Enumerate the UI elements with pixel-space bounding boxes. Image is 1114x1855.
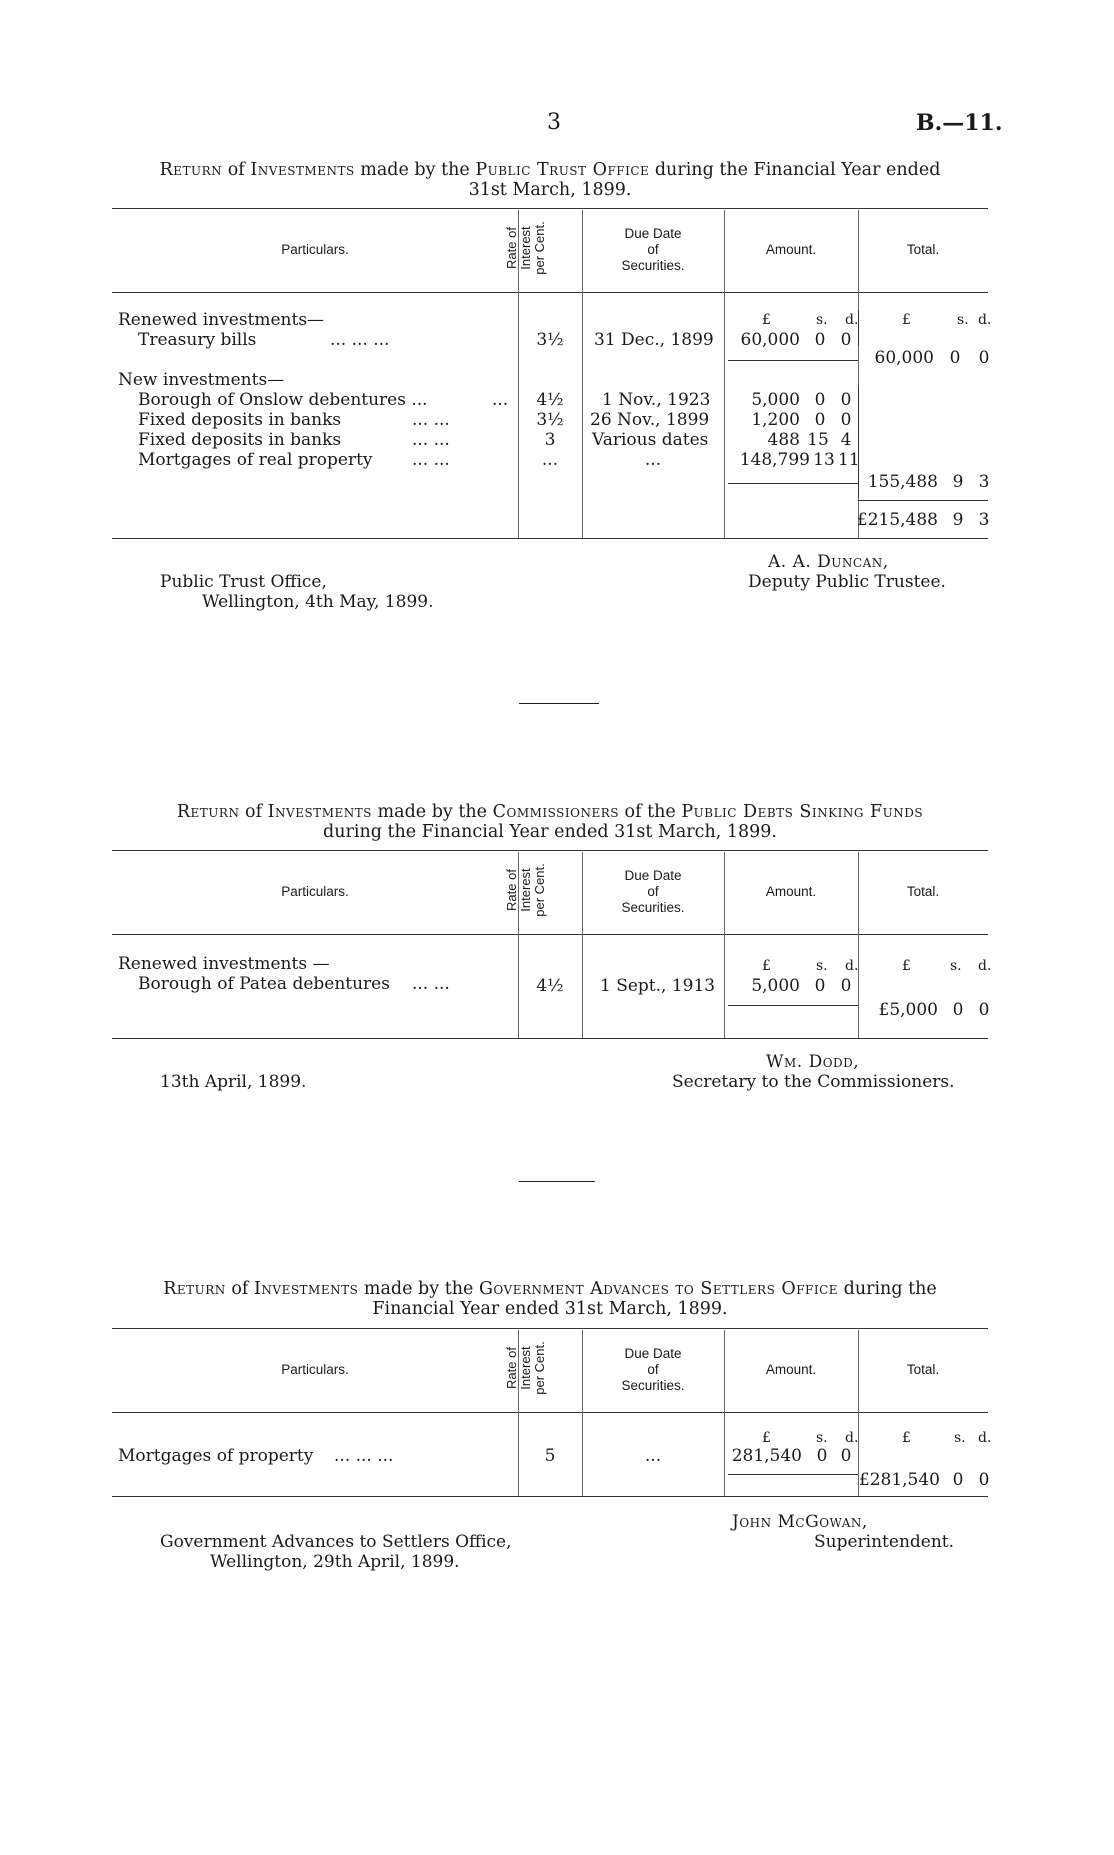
pence-label: d.	[978, 1430, 992, 1446]
header-total: Total.	[906, 1362, 940, 1377]
amount-pounds: 488	[767, 430, 800, 450]
pound-label: £	[902, 1430, 911, 1446]
leader-dots: ... ... ...	[330, 330, 390, 350]
grand-total-rule	[858, 500, 988, 501]
section2-title: Return of Investments made by the Commissioners of the Public Debts Sinking Funds during the Financial Year ended 31st March, 1899.	[176, 802, 924, 842]
table2-col-divider	[858, 852, 859, 1038]
row-label: Treasury bills	[138, 330, 257, 350]
header-particulars: Particulars.	[281, 884, 349, 899]
amount-pence: 0	[840, 330, 852, 350]
amount-pence: 11	[838, 450, 860, 470]
amount-shillings: 0	[814, 330, 826, 350]
pound-label: £	[762, 312, 771, 328]
amount-shillings: 0	[816, 1446, 828, 1466]
group-heading: New investments—	[118, 370, 285, 390]
row-due-date: 31 Dec., 1899	[594, 330, 714, 350]
amount-shillings: 15	[807, 430, 829, 450]
row-rate: 4½	[536, 390, 564, 410]
row-due-date: 26 Nov., 1899	[590, 410, 710, 430]
pence-label: d.	[978, 312, 992, 328]
row-label: Borough of Patea debentures	[138, 974, 390, 994]
signer-name: A. A. Duncan,	[768, 552, 889, 572]
shilling-label: s.	[954, 1430, 966, 1446]
leader-dots: ...	[492, 390, 509, 410]
row-due-date: 1 Nov., 1923	[602, 390, 711, 410]
signer-title: Superintendent.	[814, 1532, 955, 1552]
leader-dots: ... ... ...	[334, 1446, 394, 1466]
subtotal-rule	[728, 360, 858, 361]
row-rate: 4½	[536, 976, 564, 996]
header-amount: Amount.	[765, 1362, 817, 1377]
grand-total-shillings: 9	[952, 510, 964, 530]
pound-label: £	[762, 1430, 771, 1446]
section1-title: Return of Investments made by the Public Trust Office during the Financial Year ended 31st March, 1899.	[159, 160, 941, 200]
amount-pounds: 1,200	[751, 410, 800, 430]
header-particulars: Particulars.	[281, 1362, 349, 1377]
page-number: 3	[547, 110, 561, 135]
header-rate: Rate of Interest per Cent.	[504, 1341, 547, 1395]
total-pounds: £281,540	[858, 1470, 940, 1490]
pence-label: d.	[845, 312, 859, 328]
row-label: Mortgages of real property	[138, 450, 373, 470]
shilling-label: s.	[957, 312, 969, 328]
row-label: Fixed deposits in banks	[138, 410, 342, 430]
row-label: Borough of Onslow debentures ...	[138, 390, 428, 410]
total-shillings: 9	[952, 472, 964, 492]
header-total: Total.	[906, 242, 940, 257]
signer-name: Wm. Dodd,	[766, 1052, 860, 1072]
subtotal-rule	[728, 1474, 858, 1475]
table3-col-divider	[724, 1330, 725, 1496]
place-date: Wellington, 4th May, 1899.	[202, 592, 434, 612]
header-rate: Rate of Interest per Cent.	[504, 863, 547, 917]
pound-label: £	[902, 958, 911, 974]
total-shillings: 0	[952, 1000, 964, 1020]
amount-shillings: 0	[814, 976, 826, 996]
subtotal-rule	[728, 483, 858, 484]
signer-name: John McGowan,	[732, 1512, 868, 1532]
grand-total-pounds: £215,488	[856, 510, 938, 530]
pound-label: £	[762, 958, 771, 974]
pence-label: d.	[845, 1430, 859, 1446]
total-pence: 0	[978, 1470, 990, 1490]
row-label: Fixed deposits in banks	[138, 430, 342, 450]
office-name: Public Trust Office,	[160, 572, 327, 592]
amount-pounds: 281,540	[731, 1446, 802, 1466]
total-pence: 3	[978, 472, 990, 492]
shilling-label: s.	[816, 1430, 828, 1446]
row-label: Mortgages of property	[118, 1446, 314, 1466]
header-due-date: Due Date of Securities.	[621, 1346, 685, 1393]
section3-title: Return of Investments made by the Government Advances to Settlers Office during the Financial Year ended 31st March, 1899.	[163, 1279, 937, 1319]
table2-col-divider	[724, 852, 725, 1038]
amount-pence: 4	[840, 430, 852, 450]
total-left-edge	[858, 472, 859, 498]
shilling-label: s.	[950, 958, 962, 974]
amount-pence: 0	[840, 976, 852, 996]
amount-pounds: 5,000	[751, 390, 800, 410]
section-separator	[519, 703, 599, 704]
table2-bottom-rule	[112, 1038, 988, 1039]
group-heading: Renewed investments—	[118, 310, 325, 330]
total-pence: 0	[978, 348, 990, 368]
row-due-date: 1 Sept., 1913	[600, 976, 716, 996]
total-pounds: 60,000	[874, 348, 934, 368]
leader-dots: ... ...	[412, 430, 450, 450]
office-name: Government Advances to Settlers Office,	[160, 1532, 512, 1552]
place-date: Wellington, 29th April, 1899.	[210, 1552, 460, 1572]
amount-shillings: 0	[814, 410, 826, 430]
total-pounds: £5,000	[878, 1000, 938, 1020]
row-due-date: ...	[644, 1446, 662, 1466]
group-heading: Renewed investments —	[118, 954, 330, 974]
table1-bottom-rule	[112, 538, 988, 539]
header-total: Total.	[906, 884, 940, 899]
subtotal-rule	[728, 1005, 858, 1006]
amount-pounds: 148,799	[739, 450, 810, 470]
amount-right-edge	[858, 310, 859, 346]
amount-pence: 0	[840, 410, 852, 430]
header-due-date: Due Date of Securities.	[621, 868, 685, 915]
header-particulars: Particulars.	[281, 242, 349, 257]
pence-label: d.	[845, 958, 859, 974]
row-due-date: ...	[644, 450, 662, 470]
amount-shillings: 0	[814, 390, 826, 410]
amount-right-edge	[858, 386, 859, 486]
row-rate: 3	[544, 430, 556, 450]
row-due-date: Various dates	[592, 430, 709, 450]
total-shillings: 0	[949, 348, 961, 368]
leader-dots: ... ...	[412, 450, 450, 470]
signer-title: Secretary to the Commissioners.	[672, 1072, 955, 1092]
section-separator	[519, 1181, 595, 1182]
row-rate: 5	[544, 1446, 556, 1466]
shilling-label: s.	[816, 312, 828, 328]
row-rate: 3½	[536, 410, 564, 430]
header-rate: Rate of Interest per Cent.	[504, 221, 547, 275]
pence-label: d.	[978, 958, 992, 974]
header-due-date: Due Date of Securities.	[621, 226, 685, 273]
leader-dots: ... ...	[412, 410, 450, 430]
amount-pence: 0	[840, 1446, 852, 1466]
grand-total-pence: 3	[978, 510, 990, 530]
table1-col-divider	[724, 210, 725, 538]
amount-pounds: 5,000	[751, 976, 800, 996]
header-amount: Amount.	[765, 884, 817, 899]
row-rate: 3½	[536, 330, 564, 350]
total-pounds: 155,488	[867, 472, 938, 492]
header-amount: Amount.	[765, 242, 817, 257]
amount-shillings: 13	[813, 450, 835, 470]
leader-dots: ... ...	[412, 974, 450, 994]
pound-label: £	[902, 312, 911, 328]
shilling-label: s.	[816, 958, 828, 974]
place-date: 13th April, 1899.	[160, 1072, 307, 1092]
amount-pounds: 60,000	[740, 330, 800, 350]
table3-bottom-rule	[112, 1496, 988, 1497]
amount-pence: 0	[840, 390, 852, 410]
document-reference: B.—11.	[916, 110, 1003, 136]
total-shillings: 0	[952, 1470, 964, 1490]
total-pence: 0	[978, 1000, 990, 1020]
row-rate: ...	[541, 450, 559, 470]
signer-title: Deputy Public Trustee.	[748, 572, 946, 592]
